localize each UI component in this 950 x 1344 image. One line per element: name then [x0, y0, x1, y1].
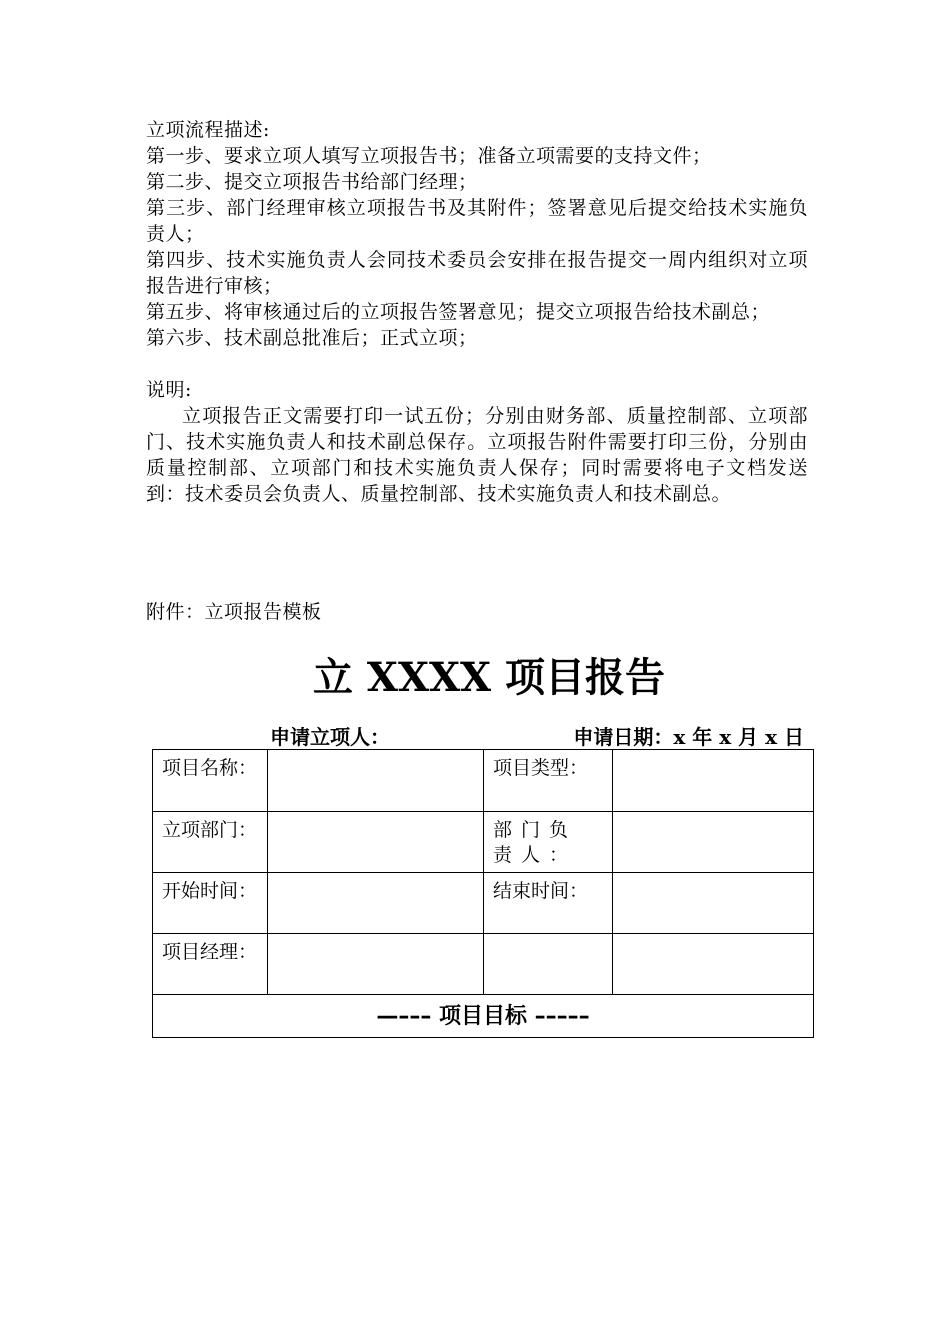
project-name-label: 项目名称： [153, 750, 268, 812]
start-time-field[interactable] [268, 873, 484, 934]
table-row [153, 750, 814, 812]
project-manager-field[interactable] [268, 934, 484, 995]
project-type-label: 项目类型： [484, 750, 613, 812]
process-step-3: 第三步、部门经理审核立项报告书及其附件；签署意见后提交给技术实施负责人； [146, 197, 808, 245]
process-step-2: 第二步、提交立项报告书给部门经理； [146, 171, 478, 193]
table-row [153, 995, 814, 1038]
process-step-4: 第四步、技术实施负责人会同技术委员会安排在报告提交一周内组织对立项报告进行审核； [146, 249, 808, 297]
end-time-label: 结束时间： [484, 873, 613, 934]
spacer [146, 351, 808, 377]
table-row [153, 812, 814, 873]
department-label: 立项部门： [153, 812, 268, 873]
table-row [153, 934, 814, 995]
applicant-row [152, 724, 812, 750]
process-step-6: 第六步、技术副总批准后；正式立项； [146, 327, 478, 349]
department-head-field[interactable] [613, 812, 814, 873]
process-heading: 立项流程描述: [146, 119, 270, 141]
project-type-field[interactable] [613, 750, 814, 812]
project-goal-section-title: —––– 项目目标 ––––– [153, 995, 814, 1038]
notes-paragraph: 立项报告正文需要打印一试五份；分别由财务部、质量控制部、立项部门、技术实施负责人和技术副总保存。立项报告附件需要打印三份，分别由质量控制部、立项部门和技术实施负责人保存；同时需要将电子文档发送到：技术委员会负责人、质量控制部、技术实施负责人和技术副总。 [146, 405, 808, 505]
empty-cell[interactable] [613, 934, 814, 995]
empty-cell[interactable] [484, 934, 613, 995]
process-section [146, 117, 808, 507]
end-time-field[interactable] [613, 873, 814, 934]
project-manager-label: 项目经理： [153, 934, 268, 995]
process-step-5: 第五步、将审核通过后的立项报告签署意见；提交立项报告给技术副总； [146, 301, 771, 323]
process-step-1: 第一步、要求立项人填写立项报告书；准备立项需要的支持文件； [146, 145, 712, 167]
notes-heading: 说明: [146, 379, 192, 401]
attachment-line: 附件：立项报告模板 [146, 601, 322, 623]
department-head-label: 部门负责人： [484, 812, 613, 873]
project-name-field[interactable] [268, 750, 484, 812]
apply-date-label: 申请日期：x 年 x 月 x 日 [573, 725, 804, 749]
table-row [153, 873, 814, 934]
report-title: 立 XXXX 项目报告 [313, 654, 665, 701]
report-form-table [152, 749, 814, 1038]
department-field[interactable] [268, 812, 484, 873]
applicant-label: 申请立项人： [270, 725, 390, 749]
start-time-label: 开始时间： [153, 873, 268, 934]
